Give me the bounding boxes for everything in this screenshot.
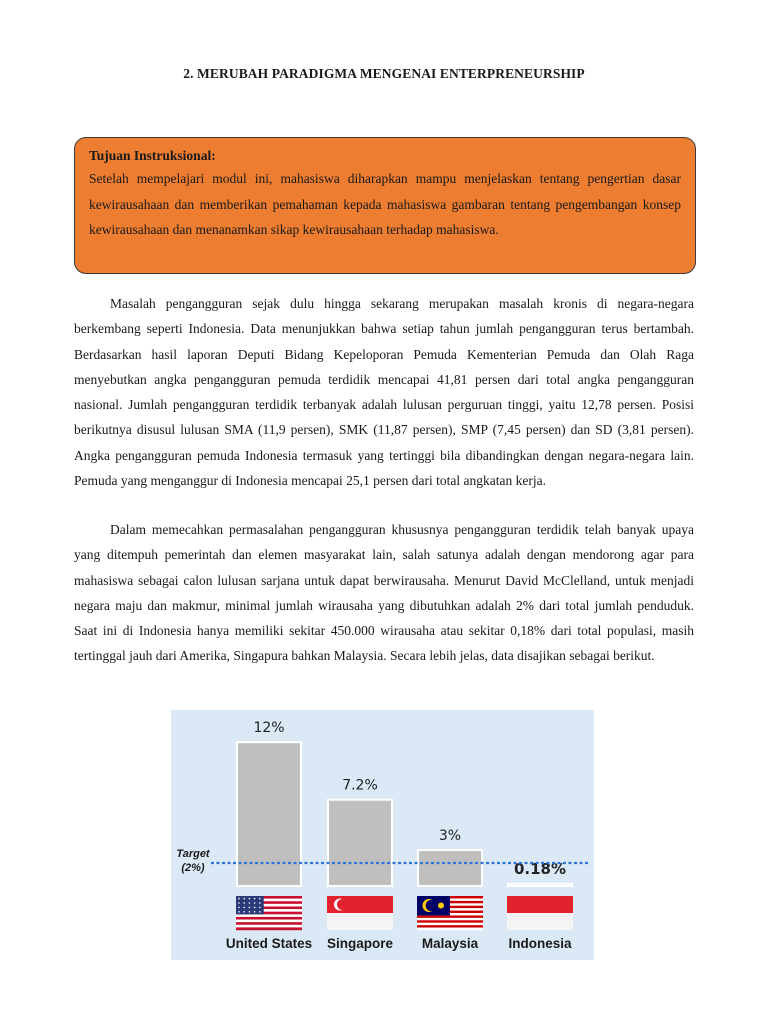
chart-value-label: 0.18% <box>513 860 567 878</box>
chart-bar <box>418 850 482 886</box>
malaysia-flag-icon <box>417 896 483 930</box>
paragraph-entrepreneurship: Dalam memecahkan permasalahan pengangguran khususnya pengangguran terdidik telah banyak upaya yang ditempuh pemerintah dan elemen masyarakat lain, salah satunya adalah dengan mendorong agar para mahasiswa sebagai calon lulusan sarjana untuk dapat berwirausaha. Menurut David McClelland, untuk menjadi negara maju dan makmur, minimal jumlah wirausaha yang dibutuhkan adalah 2% dari total jumlah penduduk. Saat ini di Indonesia hanya memiliki sekitar 450.000 wirausaha atau sekitar 0,18% dari total populasi, masih tertinggal jauh dari Amerika, Singapura bahkan Malaysia. Secara lebih jelas, data disajikan sebagai berikut. <box>74 522 694 664</box>
chart-value-label: 12% <box>253 720 285 737</box>
target-label: Target <box>176 848 210 861</box>
objective-heading: Tujuan Instruksional: <box>89 148 216 163</box>
chart-category-label: Malaysia <box>421 936 479 951</box>
section-title: 2. MERUBAH PARADIGMA MENGENAI ENTERPRENEURSHIP <box>183 66 585 81</box>
chart-bar <box>508 884 572 886</box>
chart-value-label: 7.2% <box>342 777 378 794</box>
chart-value-label: 3% <box>438 828 462 845</box>
target-value-label: (2%) <box>181 862 205 875</box>
us-flag-icon <box>236 896 302 930</box>
chart-category-label: Indonesia <box>508 936 572 951</box>
objective-box <box>74 137 696 274</box>
indonesia-flag-icon <box>507 896 573 930</box>
entrepreneur-ratio-chart <box>171 710 594 960</box>
chart-category-label: United States <box>225 936 313 951</box>
chart-bar <box>328 800 392 886</box>
chart-bar <box>237 742 301 886</box>
chart-svg <box>171 710 594 960</box>
objective-body: Setelah mempelajari modul ini, mahasiswa diharapkan mampu menjelaskan tentang pengertian dasar kewirausahaan dan memberikan pemahaman kepada mahasiswa gambaran tentang pengembangan konsep kewirausahaan dan menanamkan sikap kewirausahaan terhadap mahasiswa. <box>89 171 681 237</box>
paragraph-unemployment: Masalah pengangguran sejak dulu hingga sekarang merupakan masalah kronis di negara-negara berkembang seperti Indonesia. Data menunjukkan bahwa setiap tahun jumlah pengangguran terus bertambah. Berdasarkan hasil laporan Deputi Bidang Kepeloporan Pemuda Kementerian Pemuda dan Olah Raga menyebutkan angka pengangguran pemuda terdidik mencapai 41,81 persen dari total angka pengangguran nasional. Jumlah pengangguran terdidik terbanyak adalah lulusan perguruan tinggi, yaitu 12,78 persen. Posisi berikutnya disusul lulusan SMA (11,9 persen), SMK (11,87 persen), SMP (7,45 persen) dan SD (3,81 persen). Angka pengangguran pemuda Indonesia termasuk yang tertinggi bila dibandingkan dengan negara-negara lain. Pemuda yang menganggur di Indonesia mencapai 25,1 persen dari total angkatan kerja. <box>74 296 694 489</box>
chart-category-label: Singapore <box>326 936 394 951</box>
singapore-flag-icon <box>327 896 393 930</box>
